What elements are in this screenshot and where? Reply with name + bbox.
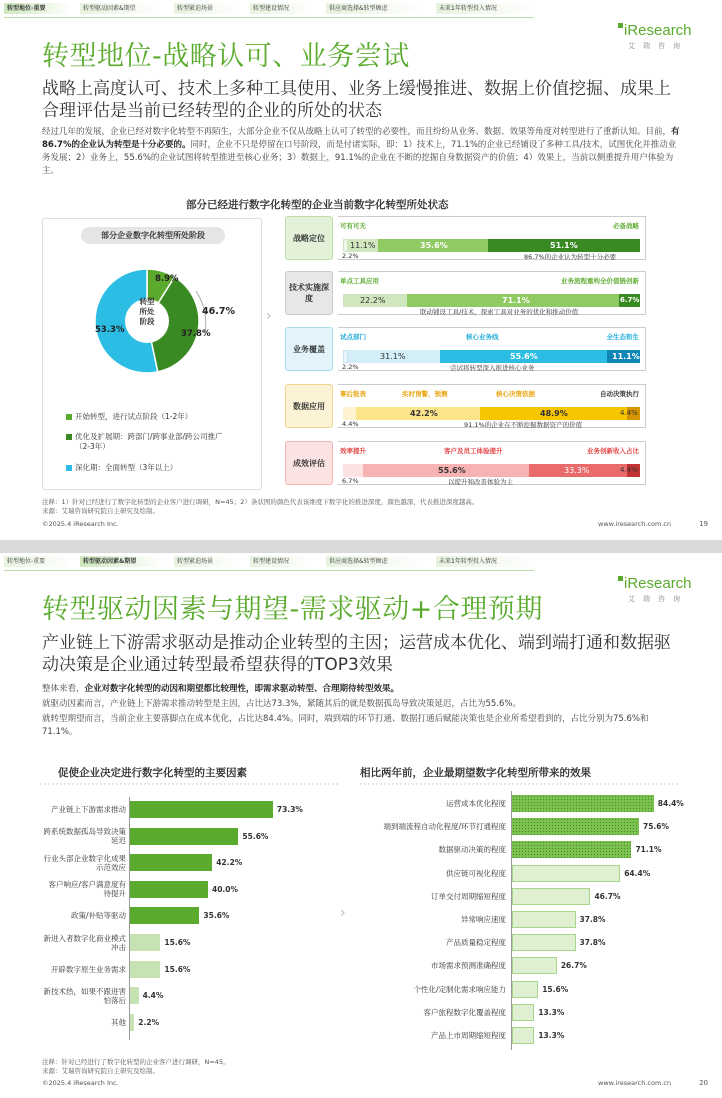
- expectation-value-label: 15.6%: [542, 984, 569, 994]
- expectation-bar: [512, 981, 538, 998]
- val-strategy-3: 35.6%: [420, 241, 448, 250]
- row-data-label-4: 自动决策执行: [600, 390, 639, 398]
- driver-bar: [130, 828, 238, 845]
- driver-category-label: 新进入者数字化商业模式冲击: [43, 933, 126, 952]
- val-effect-1: 6.7%: [342, 477, 359, 485]
- logo-text: iResearch: [624, 22, 692, 39]
- expectation-axis: [511, 791, 512, 1050]
- nav-tab-position[interactable]: 转型地位-重要: [4, 556, 72, 567]
- driver-category-label: 跨系统数据孤岛导致决策延迟: [43, 827, 126, 846]
- val-business-3: 55.6%: [510, 352, 538, 361]
- row-business: [338, 327, 646, 371]
- expectation-bar: [512, 865, 620, 882]
- caption-business: 尝试将转型深入推进核心业务: [450, 364, 535, 372]
- row-effect-label-2: 客户及员工体验提升: [444, 447, 503, 455]
- row-business-label-1: 试点部门: [340, 333, 366, 341]
- source-text: 来源：艾瑞咨询研究院自主研究及绘制。: [42, 1067, 159, 1075]
- row-tag-data: 数据应用: [285, 384, 333, 428]
- legend-swatch-start: [66, 414, 72, 420]
- expectation-value-label: 46.7%: [594, 891, 621, 901]
- note-text: 注释：1）针对已经进行了数字化转型的企业客户进行调研，N=45；2）条状图的颜色代表该维度下数字化的推进深度，颜色越深，代表推进深度越高。: [42, 498, 479, 506]
- row-strategy-left-label: 可有可无: [340, 222, 366, 230]
- val-effect-4: 4.4%: [620, 466, 638, 474]
- pie-center-line-2: 所处: [139, 307, 155, 316]
- val-business-4: 11.1%: [612, 352, 640, 361]
- expectation-category-label: 产品上市周期缩短程度: [431, 1031, 506, 1040]
- expectation-bar: [512, 818, 639, 835]
- val-strategy-2: 11.1%: [350, 241, 376, 250]
- driver-value-label: 4.4%: [142, 991, 164, 1001]
- report-page-20: [0, 553, 722, 1098]
- lead-text-a: 整体来看，: [42, 684, 85, 694]
- expectation-category-label: 产品质量稳定程度: [446, 938, 506, 948]
- row-data-label-3: 核心决策依据: [496, 390, 535, 398]
- row-business-label-2: 核心业务线: [466, 333, 499, 341]
- expectation-category-label: 运营成本优化程度: [446, 799, 506, 808]
- paragraph-expectations: 就转型期望而言，当前企业主要落脚点在成本优化，占比达84.4%。同时，端到端的环节打通、数据打通后赋能决策也是企业所希望看到的，占比分别为75.6%和71.1%。: [42, 714, 649, 737]
- pie-center-line-3: 阶段: [139, 317, 155, 326]
- expectation-bar: [512, 841, 631, 858]
- stage-pie-chart: [43, 247, 263, 407]
- driver-bar: [130, 987, 139, 1004]
- page-title: 转型驱动因素与期望-需求驱动+合理预期: [42, 594, 543, 625]
- nav-tab-investment[interactable]: 未来1年转型投入情况: [436, 3, 536, 14]
- driver-value-label: 15.6%: [164, 964, 191, 974]
- lead-text-bold: 企业对数字化转型的动因和期望都比较理性，即需求驱动转型、合理期待转型效果。: [84, 684, 400, 694]
- val-strategy-4: 51.1%: [550, 241, 578, 250]
- expectation-bar: [512, 957, 557, 974]
- driver-category-label: 开辟数字原生业务需求: [51, 964, 126, 974]
- expectation-category-label: 市场需求预测准确程度: [431, 961, 506, 971]
- caption-effect: 以提升和改善体验为主: [448, 478, 513, 486]
- website-link[interactable]: www.iresearch.com.cn: [598, 520, 672, 528]
- row-tech: [338, 271, 646, 315]
- iresearch-logo: [618, 22, 698, 54]
- body-text-bold: 有86.7%的企业认为转型是十分必要的。: [42, 127, 680, 150]
- legend-label-expand: 优化及扩展期：跨部门/跨事业部/跨公司推广（2-3年）: [75, 432, 223, 451]
- val-tech-1: 22.2%: [360, 296, 386, 305]
- expectation-value-label: 13.3%: [538, 1031, 565, 1040]
- nav-tab-investment[interactable]: 未来1年转型投入情况: [436, 556, 536, 567]
- expectation-value-label: 37.8%: [579, 915, 606, 924]
- expectation-category-label: 供应链可视化程度: [446, 868, 506, 878]
- caption-data: 91.1%的企业在不断挖掘数据资产的价值: [464, 421, 583, 429]
- nav-tab-construction[interactable]: 转型建设情况: [250, 3, 314, 14]
- pie-label-total: 46.7%: [202, 306, 235, 317]
- page-number: 19: [699, 520, 708, 528]
- expectation-category-label: 客户旅程数字化覆盖程度: [423, 1007, 506, 1017]
- expectation-category-label: 端到端流程自动化程度/环节打通程度: [383, 822, 506, 832]
- val-effect-3: 33.3%: [564, 466, 590, 475]
- logo-text: iResearch: [624, 575, 692, 592]
- val-tech-3: 6.7%: [620, 296, 640, 304]
- page-subtitle: 产业链上下游需求驱动是推动企业转型的主因；运营成本优化、端到端打通和数据驱动决策是企业通过转型最希望获得的TOP3效果: [42, 633, 671, 675]
- driver-bar: [130, 881, 208, 898]
- expectation-value-label: 84.4%: [657, 799, 684, 808]
- val-data-4: 4.4%: [620, 409, 638, 417]
- row-effect-label-3: 业务创新收入占比: [587, 447, 639, 455]
- row-tag-tech: 技术实施深度: [285, 271, 333, 315]
- expectation-bar: [512, 934, 576, 951]
- bar-data-1: [343, 407, 356, 420]
- row-tag-business: 业务覆盖: [285, 327, 333, 371]
- body-paragraph: [42, 126, 682, 178]
- driver-value-label: 15.6%: [164, 938, 191, 947]
- logo-subtext: 艾瑞咨询: [628, 595, 688, 603]
- body-text-a: 经过几年的发展，企业已经对数字化转型不再陌生，大部分企业不仅从战略上认可了转型的必要性，而且纷纷从业务、数据、效果等角度对转型进行了重新认知。目前，: [42, 127, 672, 137]
- legend-label-start: 开始转型，进行试点阶段（1-2年）: [75, 412, 193, 421]
- logo-subtext: 艾瑞咨询: [628, 42, 688, 50]
- driver-value-label: 35.6%: [203, 911, 230, 921]
- copyright: ©2025.4 iResearch Inc.: [42, 1079, 119, 1087]
- note-text: 注释：针对已经进行了数字化转型的企业客户进行调研，N=45。: [42, 1058, 230, 1066]
- paragraph-drivers: 就驱动因素而言，产业链上下游需求推动转型是主因，占比达73.3%，紧随其后的就是数据孤岛导致决策延迟，占比为55.6%。: [42, 699, 522, 709]
- val-tech-2: 71.1%: [502, 296, 530, 305]
- pie-label-start: 8.9%: [155, 274, 179, 284]
- page-title: 转型地位-战略认可、业务尝试: [42, 41, 410, 72]
- left-chart-title: 促使企业决定进行数字化转型的主要因素: [58, 767, 247, 779]
- driver-axis: [129, 797, 130, 1040]
- expectation-bar: [512, 795, 654, 812]
- driver-category-label: 其他: [111, 1017, 126, 1027]
- nav-tab-position[interactable]: 转型地位-重要: [4, 3, 72, 14]
- driver-bar: [130, 934, 160, 951]
- expectation-bar: [512, 888, 590, 905]
- expectations-bar-chart: [360, 553, 722, 1098]
- row-data-label-2: 实时预警，预测: [402, 390, 448, 398]
- website-link[interactable]: www.iresearch.com.cn: [598, 1079, 672, 1087]
- caption-tech: 联动铺设工具/技术，探索工具对业务的优化和推动价值: [420, 308, 579, 316]
- expectation-category-label: 数据驱动决策的程度: [438, 845, 506, 855]
- pie-center-label: [136, 297, 158, 327]
- body-text-b: 同时，企业不只是停留在口号阶段，而是付诸实际，即：1）技术上，71.1%的企业已经铺设了多种工具/技术，试图优化并推动业务发展；2）业务上，55.6%的企业试图将转型推进至核心业务；3）数据上，91.1%的企业在不断的挖掘自身数据资产的价值；4）效果上，当前以侧重提升用户体验为主。: [42, 140, 677, 176]
- row-effect: [338, 441, 646, 485]
- expectation-value-label: 64.4%: [624, 868, 651, 878]
- page-number: 20: [699, 1079, 708, 1087]
- stage-panel: [42, 218, 262, 490]
- driver-bar: [130, 907, 199, 924]
- expectation-value-label: 37.8%: [579, 938, 606, 948]
- expectation-bar: [512, 1027, 534, 1044]
- stage-panel-header: 部分企业数字化转型所处阶段: [81, 227, 225, 244]
- driver-bar: [130, 801, 273, 818]
- val-data-3: 48.9%: [540, 409, 568, 418]
- legend-expand: [75, 432, 225, 452]
- row-tech-left-label: 单点工具应用: [340, 277, 379, 285]
- nav-tab-supplier[interactable]: 供应商选择&转型顾虑: [326, 3, 424, 14]
- nav-tab-drivers[interactable]: 转型驱动因素&期望: [80, 3, 162, 14]
- logo-mark-icon: [618, 23, 623, 28]
- pie-label-deep: 53.3%: [95, 325, 125, 335]
- nav-divider: [4, 17, 534, 18]
- driver-category-label: 客户响应/客户满意度有待提升: [48, 880, 126, 899]
- page-subtitle: 战略上高度认可、技术上多种工具使用、业务上缓慢推进、数据上价值挖掘、成果上合理评估是当前已经转型的企业的所处的状态: [42, 79, 671, 121]
- legend-deep: [75, 463, 255, 473]
- expectation-value-label: 13.3%: [538, 1007, 565, 1017]
- expectation-category-label: 异常响应速度: [461, 915, 506, 924]
- row-tag-effect: 成效评估: [285, 441, 333, 485]
- expectation-bar: [512, 911, 576, 928]
- val-data-2: 42.2%: [410, 409, 438, 418]
- row-tag-strategy: 战略定位: [285, 216, 333, 260]
- driver-bar: [130, 1014, 134, 1031]
- legend-swatch-expand: [66, 434, 72, 440]
- driver-bar: [130, 854, 212, 871]
- chart-title: 部分已经进行数字化转型的企业当前数字化转型所处状态: [186, 199, 449, 211]
- expectation-category-label: 个性化/定制化需求响应能力: [413, 984, 506, 994]
- expectation-category-label: 订单交付周期缩短程度: [431, 891, 506, 901]
- pie-label-expand: 37.8%: [181, 329, 211, 339]
- driver-value-label: 42.2%: [216, 858, 243, 868]
- val-business-2: 31.1%: [380, 352, 406, 361]
- driver-category-label: 行业头部企业数字化成果示范效应: [43, 853, 126, 872]
- bar-effect-1: [343, 464, 363, 477]
- driver-value-label: 55.6%: [242, 831, 269, 841]
- legend-label-deep: 深化期：全面转型（3年以上）: [75, 463, 178, 472]
- chevron-right-icon: ›: [340, 905, 346, 921]
- driver-value-label: 2.2%: [138, 1017, 160, 1027]
- driver-value-label: 40.0%: [212, 884, 239, 894]
- pie-center-line-1: 转型: [139, 297, 155, 306]
- legend-start: [75, 412, 255, 422]
- chevron-right-icon: ›: [266, 308, 272, 324]
- row-data-label-1: 事后报表: [340, 390, 366, 398]
- nav-tab-scenarios[interactable]: 转型紧迫场景: [174, 556, 238, 567]
- driver-category-label: 产业链上下游需求推动: [51, 805, 126, 814]
- row-business-label-3: 全生态衔生: [606, 333, 639, 341]
- drivers-bar-chart: [0, 553, 360, 1098]
- source-text: 来源：艾瑞咨询研究院自主研究及绘制。: [42, 507, 159, 515]
- nav-tab-construction[interactable]: 转型建设情况: [250, 556, 314, 567]
- copyright: ©2025.4 iResearch Inc.: [42, 520, 119, 528]
- nav-bar: [4, 3, 542, 15]
- val-strategy-1: 2.2%: [342, 252, 359, 260]
- expectation-value-label: 71.1%: [635, 845, 662, 855]
- driver-category-label: 新技术热，如果不跟进害怕落后: [43, 986, 126, 1005]
- nav-tab-supplier[interactable]: 供应商选择&转型顾虑: [326, 556, 424, 567]
- expectation-bar: [512, 1004, 534, 1021]
- driver-category-label: 政策/补贴等驱动: [70, 911, 126, 921]
- row-strategy: [338, 216, 646, 260]
- expectation-value-label: 26.7%: [560, 961, 587, 971]
- val-effect-2: 55.6%: [438, 466, 466, 475]
- legend-swatch-deep: [66, 465, 72, 471]
- row-data: [338, 384, 646, 428]
- row-strategy-right-label: 必备战略: [613, 222, 639, 230]
- right-chart-title: 相比两年前，企业最期望数字化转型所带来的效果: [360, 767, 591, 779]
- report-page-19: [0, 0, 722, 540]
- row-effect-label-1: 效率提升: [340, 447, 366, 455]
- row-tech-right-label: 业务流程重构全价值链创新: [561, 277, 639, 285]
- nav-tab-scenarios[interactable]: 转型紧迫场景: [174, 3, 238, 14]
- driver-bar: [130, 961, 160, 978]
- expectation-value-label: 75.6%: [643, 822, 670, 832]
- val-data-1: 4.4%: [342, 420, 359, 428]
- nav-tab-drivers[interactable]: 转型驱动因素&期望: [80, 556, 162, 567]
- driver-value-label: 73.3%: [276, 805, 303, 814]
- val-business-1: 2.2%: [342, 363, 359, 371]
- caption-strategy: 86.7%的企业认为转型十分必要: [524, 253, 617, 261]
